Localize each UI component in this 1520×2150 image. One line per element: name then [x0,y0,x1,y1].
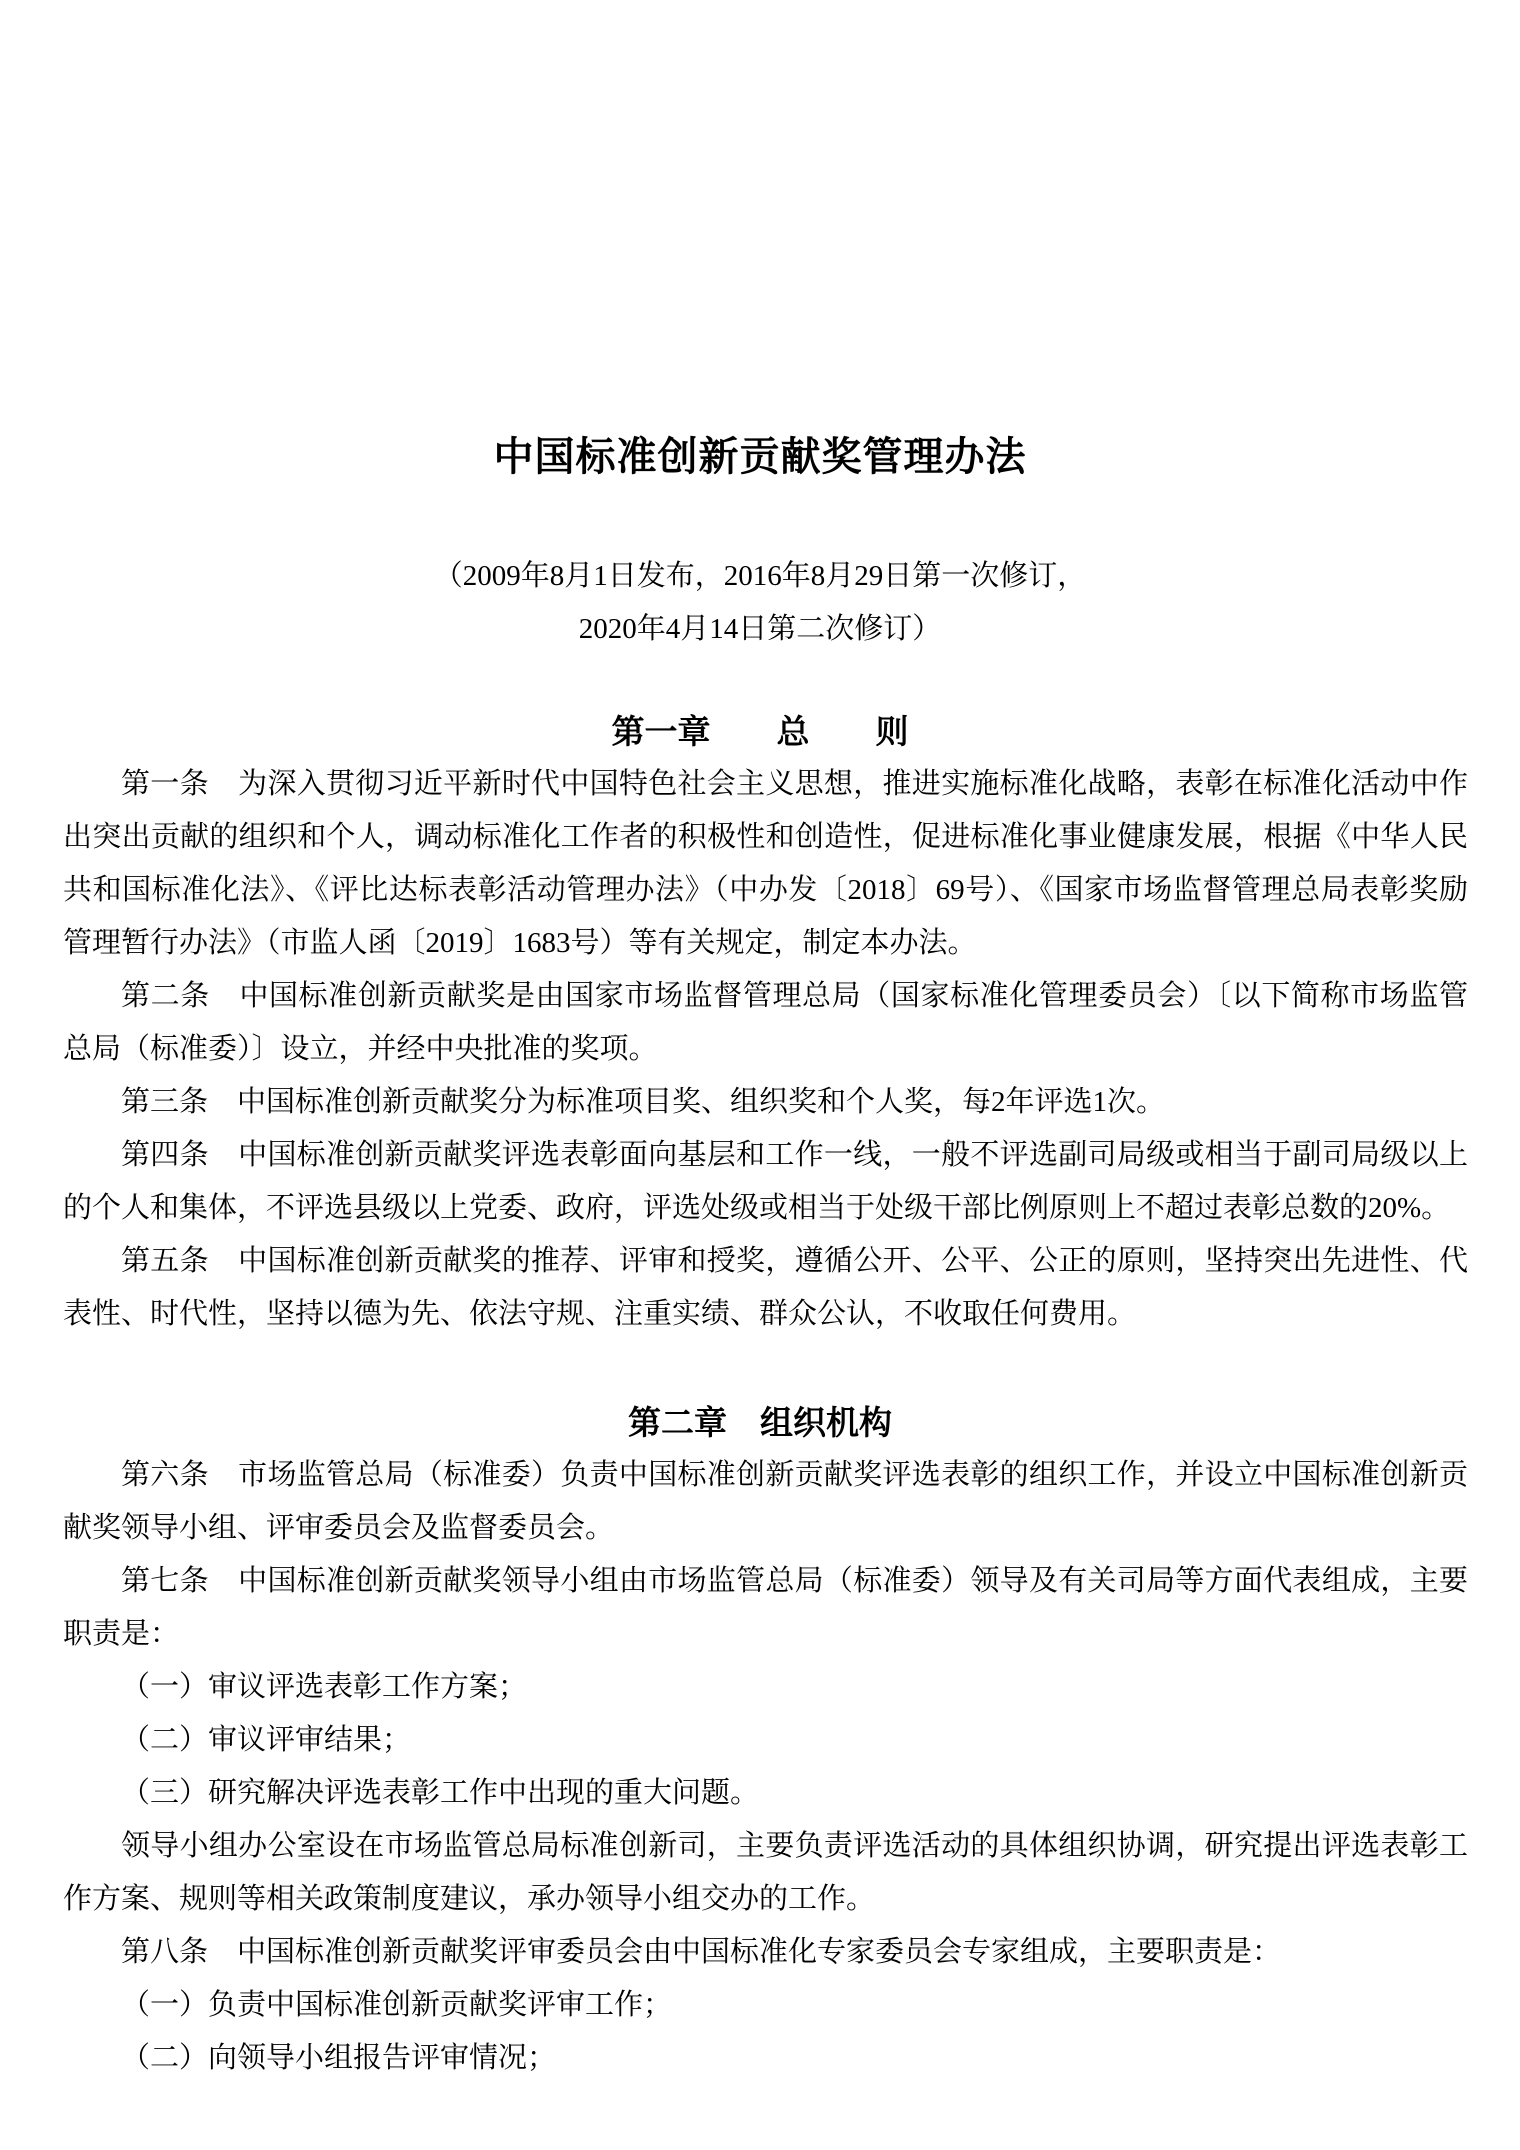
chapter-2-heading: 第二章 组织机构 [628,1404,892,1441]
article-4-paragraph: 第四条 中国标准创新贡献奖评选表彰面向基层和工作一线，一般不评选副司局级或相当于副司局级以上的个人和集体，不评选县级以上党委、政府，评选处级或相当于处级干部比例原则上不超过表彰总数的20%。 [63,1139,1468,1224]
document-title: 中国标准创新贡献奖管理办法 [493,434,1027,479]
article-7-paragraph: 第七条 中国标准创新贡献奖领导小组由市场监管总局（标准委）领导及有关司局等方面代表组成，主要职责是： [63,1565,1468,1650]
article-8-item-2: （二）向领导小组报告评审情况； [121,2042,557,2074]
article-8-paragraph: 第八条 中国标准创新贡献奖评审委员会由中国标准化专家委员会专家组成，主要职责是： [121,1936,1282,1968]
article-7-item-2: （二）审议评审结果； [121,1724,412,1756]
chapter-1-body [63,758,1468,1341]
chapter-2-body [63,1449,1468,2085]
revision-note-line-1: （2009年8月1日发布，2016年8月29日第一次修订， [433,560,1087,592]
chapter-1-heading: 第一章 总 则 [611,713,909,750]
revision-note [0,550,1520,656]
article-2-paragraph: 第二条 中国标准创新贡献奖是由国家市场监督管理总局（国家标准化管理委员会）〔以下简称市场监管总局（标准委）〕设立，并经中央批准的奖项。 [63,980,1468,1065]
article-3-paragraph: 第三条 中国标准创新贡献奖分为标准项目奖、组织奖和个人奖，每2年评选1次。 [121,1086,1166,1118]
revision-note-line-2: 2020年4月14日第二次修订） [578,613,942,645]
article-7-item-3: （三）研究解决评选表彰工作中出现的重大问题。 [121,1777,760,1809]
article-6-paragraph: 第六条 市场监管总局（标准委）负责中国标准创新贡献奖评选表彰的组织工作，并设立中国标准创新贡献奖领导小组、评审委员会及监督委员会。 [63,1459,1468,1544]
leading-group-office-paragraph: 领导小组办公室设在市场监管总局标准创新司，主要负责评选活动的具体组织协调，研究提出评选表彰工作方案、规则等相关政策制度建议，承办领导小组交办的工作。 [63,1830,1468,1915]
article-7-item-1: （一）审议评选表彰工作方案； [121,1671,528,1703]
article-5-paragraph: 第五条 中国标准创新贡献奖的推荐、评审和授奖，遵循公开、公平、公正的原则，坚持突出先进性、代表性、时代性，坚持以德为先、依法守规、注重实绩、群众公认，不收取任何费用。 [63,1245,1468,1330]
article-8-item-1: （一）负责中国标准创新贡献奖评审工作； [121,1989,673,2021]
article-1-paragraph: 第一条 为深入贯彻习近平新时代中国特色社会主义思想，推进实施标准化战略，表彰在标准化活动中作出突出贡献的组织和个人，调动标准化工作者的积极性和创造性，促进标准化事业健康发展，根据《中华人民共和国标准化法》、《评比达标表彰活动管理办法》（中办发〔2018〕69号）、《国家市场监督管理总局表彰奖励管理暂行办法》（市监人函〔2019〕1683号）等有关规定，制定本办法。 [63,768,1468,959]
